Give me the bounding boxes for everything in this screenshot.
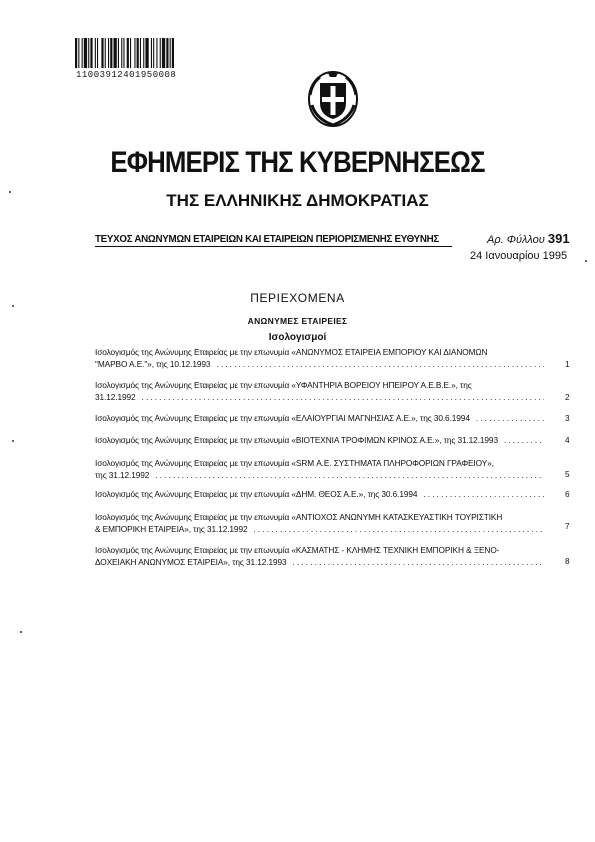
barcode-bar [170, 38, 171, 68]
contents-entry [95, 347, 550, 370]
page-number: 1 [565, 359, 570, 369]
leader-dots [142, 392, 544, 404]
barcode-bar [137, 38, 139, 68]
entry-text: Ισολογισμός της Ανώνυμης Εταιρείας με την επωνυμία «ΚΑΣΜΑΤΗΣ - ΚΛΗΜΗΣ ΤΕΧΝΙΚΗ ΕΜΠΟΡΙΚΗ & ΞΕΝΟ- [95, 545, 500, 555]
contents-entry [95, 413, 550, 425]
barcode-bar [95, 38, 96, 68]
barcode-bar [151, 38, 152, 68]
contents-entry [95, 489, 550, 501]
section-heading: ΑΝΩΝΥΜΕΣ ΕΤΑΙΡΕΙΕΣ [247, 316, 348, 326]
barcode-bar [121, 38, 122, 68]
issue-label: Αρ. Φύλλου [487, 234, 545, 246]
barcode-bar [78, 38, 79, 68]
contents-entry [95, 435, 550, 447]
page-number: 3 [565, 413, 570, 423]
issue-number [487, 231, 570, 246]
barcode-bar [127, 38, 129, 68]
speck [20, 631, 22, 633]
entry-text: Ισολογισμός της Ανώνυμης Εταιρείας με την επωνυμία «ΑΝΩΝΥΜΟΣ ΕΤΑΙΡΕΙΑ ΕΜΠΟΡΙΟΥ ΚΑΙ ΔΙΑΝΟΜΩΝ [95, 347, 488, 357]
barcode-bar [108, 38, 109, 68]
barcode-bar [143, 38, 144, 68]
page-number: 8 [565, 556, 570, 566]
entry-text: Ισολογισμός της Ανώνυμης Εταιρείας με την επωνυμία «SRM Α.Ε. ΣΥΣΤΗΜΑΤΑ ΠΛΗΡΟΦΟΡΙΩΝ ΓΡΑΦΕΙΟΥ», [95, 458, 494, 468]
leader-dots [216, 359, 544, 371]
contents-entry [95, 380, 550, 403]
page-number: 7 [565, 521, 570, 531]
barcode-bar [88, 38, 89, 68]
leader-dots [293, 557, 544, 569]
issue-date: 24 Ιανουαρίου 1995 [470, 250, 568, 262]
barcode-number: 11003912401950008 [76, 70, 177, 80]
barcode-bar [130, 38, 131, 68]
barcode-bar [90, 38, 92, 68]
page-number: 4 [565, 435, 570, 445]
barcode-bar [118, 38, 119, 68]
leader-dots [155, 470, 544, 482]
barcode-bar [110, 38, 112, 68]
barcode-bar [145, 38, 148, 68]
leader-dots [476, 413, 544, 425]
entry-text-cont: & ΕΜΠΟΡΙΚΗ ΕΤΑΙΡΕΙΑ», της 31.12.1992 [95, 523, 248, 534]
entry-text-cont: ΔΟΧΕΙΑΚΗ ΑΝΩΝΥΜΟΣ ΕΤΑΙΡΕΙΑ», της 31.12.1993 [95, 556, 287, 567]
leader-dots [504, 435, 544, 447]
barcode-bar [84, 38, 87, 68]
issue-value: 391 [547, 231, 570, 246]
barcode-bar [82, 38, 83, 68]
entry-text: Ισολογισμός της Ανώνυμης Εταιρείας με την επωνυμία «ΑΝΤΙΟΧΟΣ ΑΝΩΝΥΜΗ ΚΑΤΑΣΚΕΥΑΣΤΙΚΗ ΤΟΥΡΙΣΤΙΚΗ [95, 512, 503, 522]
entry-text: Ισολογισμός της Ανώνυμης Εταιρείας με την επωνυμία «ΥΦΑΝΤΗΡΙΑ ΒΟΡΕΙΟΥ ΗΠΕΙΡΟΥ Α.Ε.Β.Ε.», της [95, 380, 472, 390]
barcode-bar [101, 38, 103, 68]
series-title: ΤΕΥΧΟΣ ΑΝΩΝΥΜΩΝ ΕΤΑΙΡΕΙΩΝ ΚΑΙ ΕΤΑΙΡΕΙΩΝ ΠΕΡΙΟΡΙΣΜΕΝΗΣ ΕΥΘΥΝΗΣ [95, 233, 440, 245]
speck [12, 305, 14, 307]
entry-text: Ισολογισμός της Ανώνυμης Εταιρείας με την επωνυμία «ΒΙΟΤΕΧΝΙΑ ΤΡΟΦΙΜΩΝ ΚΡΙΝΟΣ Α.Ε.», της 31.12.1993 [95, 435, 498, 445]
entry-text-cont: της 31.12.1992 [95, 469, 150, 480]
barcode-bar [134, 38, 135, 68]
barcode-bar [75, 38, 77, 68]
entry-text-cont: "ΜΑΡΒΟ Α.Ε."», της 10.12.1993 [95, 358, 211, 369]
contents-entry [95, 545, 550, 568]
speck [12, 440, 14, 442]
barcode-bar [140, 38, 141, 68]
leader-dots [253, 524, 544, 536]
contents-heading: ΠΕΡΙΕΧΟΜΕΝΑ [250, 291, 345, 305]
leader-dots [423, 489, 544, 501]
barcode-bar [156, 38, 157, 68]
contents-entry [95, 512, 550, 535]
barcode [75, 38, 211, 68]
page-number: 5 [565, 469, 570, 479]
entry-text: Ισολογισμός της Ανώνυμης Εταιρείας με την επωνυμία «ΔΗΜ. ΘΕΟΣ Α.Ε.», της 30.6.1994 [95, 489, 418, 499]
gazette-title: ΕΦΗΜΕΡΙΣ ΤΗΣ ΚΥΒΕΡΝΗΣΕΩΣ [110, 146, 485, 179]
page-number: 6 [565, 489, 570, 499]
barcode-bar [172, 38, 174, 68]
speck [9, 191, 11, 193]
entry-text: Ισολογισμός της Ανώνυμης Εταιρείας με την επωνυμία «ΕΛΑΙΟΥΡΓΙΑΙ ΜΑΓΝΗΣΙΑΣ Α.Ε.», της 30.6.1994 [95, 413, 470, 423]
gazette-subtitle: ΤΗΣ ΕΛΛΗΝΙΚΗΣ ΔΗΜΟΚΡΑΤΙΑΣ [166, 191, 429, 210]
subsection-heading: Ισολογισμοί [268, 332, 327, 343]
barcode-bar [153, 38, 154, 68]
entry-text-cont: 31.12.1992 [95, 391, 136, 402]
barcode-bar [166, 38, 168, 68]
barcode-bar [105, 38, 106, 68]
barcode-bar [97, 38, 98, 68]
speck [585, 260, 587, 262]
series-underline [95, 246, 452, 247]
contents-entry [95, 458, 550, 481]
coat-of-arms-icon [306, 69, 360, 128]
page-number: 2 [565, 392, 570, 402]
barcode-bar [160, 38, 161, 68]
barcode-bar [162, 38, 165, 68]
barcode-bar [123, 38, 124, 68]
barcode-bar [114, 38, 117, 68]
